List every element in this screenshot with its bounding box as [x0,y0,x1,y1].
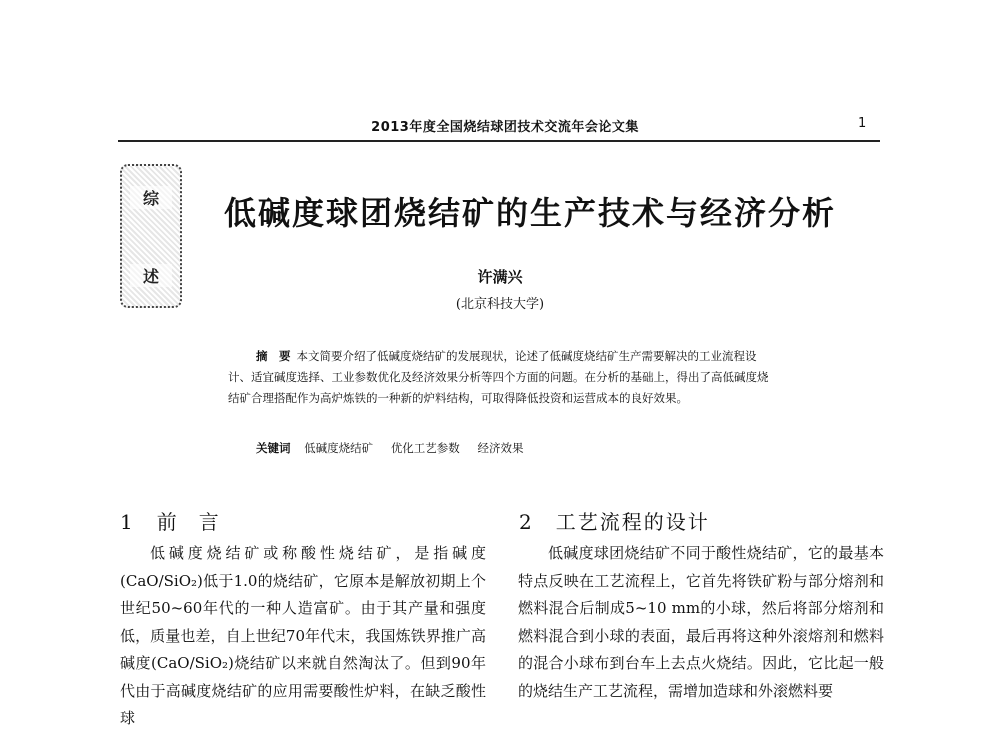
abstract-text: 本文简要介绍了低碱度烧结矿的发展现状，论述了低碱度烧结矿生产需要解决的工业流程设计、适宜碱度选择、工业参数优化及经济效果分析等四个方面的问题。在分析的基础上，得出了高低碱度烧结矿合理搭配作为高炉炼铁的一种新的炉料结构，可取得降低投资和运营成本的良好效果。 [228,349,769,405]
keyword-item: 优化工艺参数 [390,441,460,455]
section-title: 工艺流程的设计 [555,510,710,534]
review-stamp [120,164,182,308]
stamp-char-top: 综 [130,186,172,209]
keyword-item: 低碱度烧结矿 [304,441,374,455]
abstract-label: 摘 要 [256,349,291,363]
stamp-char-bottom: 述 [130,264,172,287]
section-number: 2 [519,510,534,534]
body-paragraph: 低碱度烧结矿或称酸性烧结矿，是指碱度(CaO/SiO₂)低于1.0的烧结矿，它原本是解放初期上个世纪50~60年代的一种人造富矿。由于其产量和强度低，质量也差，自上世纪70年代末，我国炼铁界推广高碱度(CaO/SiO₂)烧结矿以来就自然淘汰了。但到90年代由于高碱度烧结矿的应用需要酸性炉料，在缺乏酸性球 [120,544,486,727]
header-rule [118,140,880,142]
body-paragraph: 低碱度球团烧结矿不同于酸性烧结矿，它的最基本特点反映在工艺流程上，它首先将铁矿粉与部分熔剂和燃料混合后制成5~10 mm的小球，然后将部分熔剂和燃料混合到小球的表面，最后再将这种外滚熔剂和燃料的混合小球布到台车上去点火烧结。因此，它比起一般的烧结生产工艺流程，需增加造球和外滚燃料要 [518,544,884,700]
section-heading-introduction [120,506,241,535]
abstract [228,346,778,409]
keyword-item: 经济效果 [477,441,524,455]
section-heading-process-design [519,506,710,535]
section-number: 1 [120,510,135,534]
body-column-right [518,540,884,705]
author-affiliation: (北京科技大学) [455,297,545,312]
keywords [256,440,776,456]
keywords-label: 关键词 [256,441,291,455]
section-title: 前言 [156,510,241,534]
paper-title: 低碱度球团烧结矿的生产技术与经济分析 [223,194,836,232]
body-column-left [120,540,486,733]
author-name: 许满兴 [477,268,523,286]
page-number: 1 [858,116,867,131]
running-header-title: 2013年度全国烧结球团技术交流年会论文集 [371,120,639,135]
